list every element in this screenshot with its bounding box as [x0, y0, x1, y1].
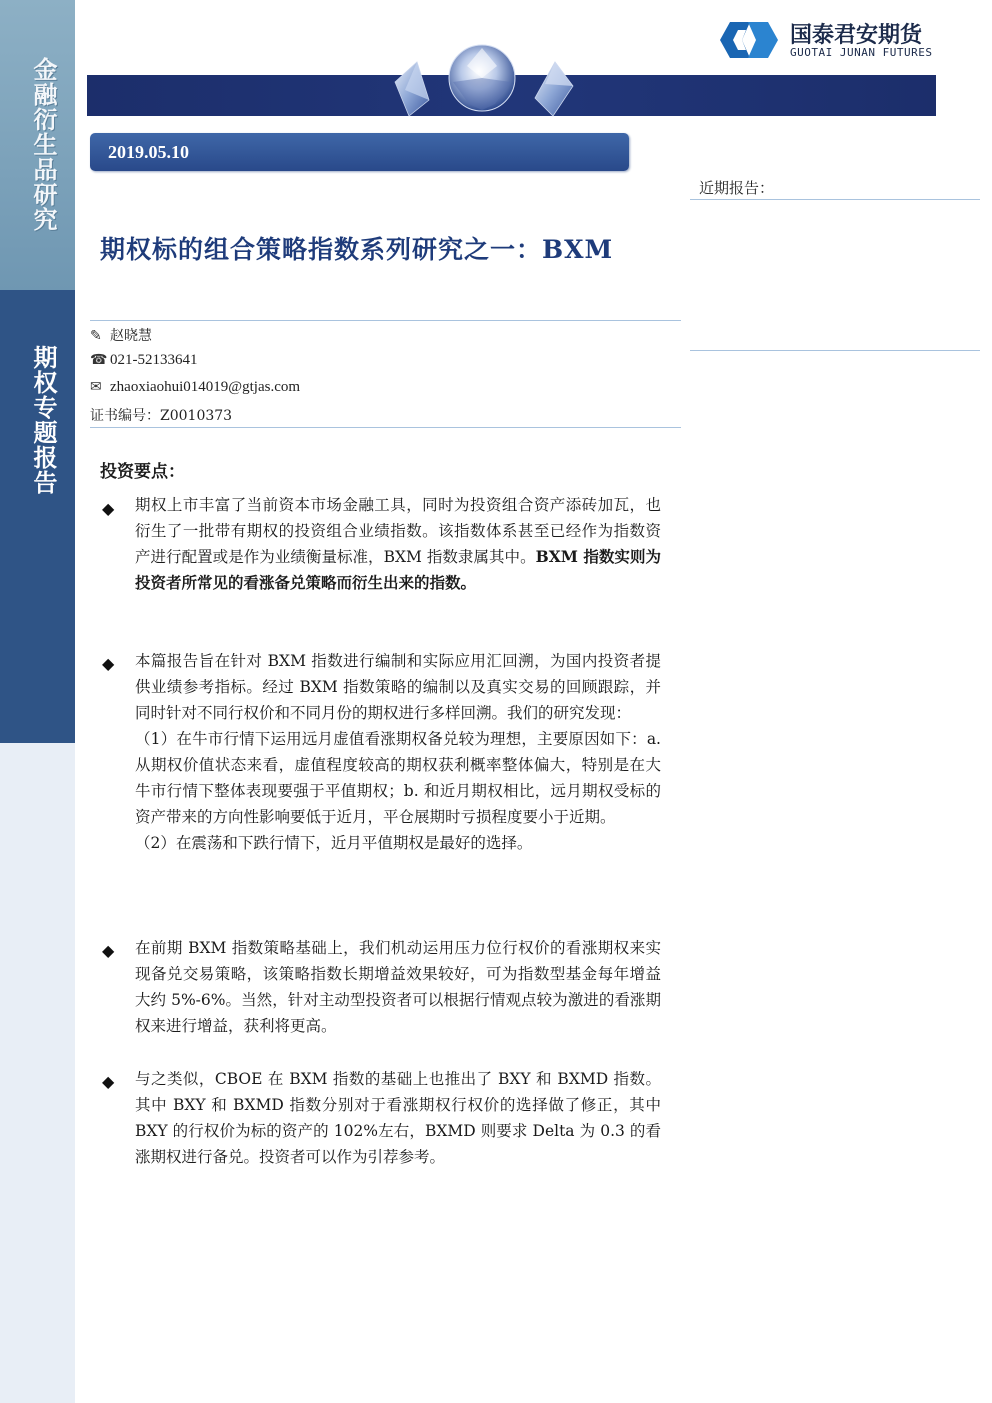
key-point-3-text: 在前期 BXM 指数策略基础上，我们机动运用压力位行权价的看涨期权来实现备兑交易策略，该策略指数长期增益效果较好，可为指数型基金每年增益大约 5%-6%。当然，针对主动型投资者可以根据行情观点较为激进的看涨期权来进行增益，获利将更高。 — [135, 939, 661, 1035]
key-point-2-finding-1: （1）在牛市行情下运用远月虚值看涨期权备兑较为理想，主要原因如下：a. 从期权价值状态来看，虚值程度较高的期权获利概率整体偏大，特别是在大牛市行情下整体表现要强于平值期权；b. 和近月期权相比，远月期权受标的资产带来的方向性影响要低于近月，平仓展期时亏损程度要小于近期。 — [135, 730, 661, 826]
report-title: 期权标的组合策略指数系列研究之一：BXM — [100, 235, 614, 264]
key-point-2-text: 本篇报告旨在针对 BXM 指数进行编制和实际应用汇回溯，为国内投资者提供业绩参考指标。经过 BXM 指数策略的编制以及真实交易的回顾跟踪，并同时针对不同行权价和不同月份的期权进行多样回溯。我们的研究发现： — [135, 652, 661, 722]
left-sidebar — [0, 0, 75, 1403]
key-point-1-bold: BXM 指数实则为投资者所常见的看涨备兑策略而衍生出来的指数。 — [135, 547, 661, 592]
key-point-1-text: 期权上市丰富了当前资本市场金融工具，同时为投资组合资产添砖加瓦，也衍生了一批带有期权的投资组合业绩指数。该指数体系甚至已经作为指数资产进行配置或是作为业绩衡量标准，BXM 指数隶属其中。 — [135, 496, 661, 566]
key-point-2-finding-2: （2）在震荡和下跌行情下，近月平值期权是最好的选择。 — [135, 834, 533, 852]
sidebar-category-label: 金融衍生品研究 — [29, 56, 57, 232]
bullet-icon: ◆ — [102, 1072, 115, 1091]
bullet-icon: ◆ — [102, 941, 115, 960]
key-point-3 — [135, 935, 661, 1039]
right-divider-bottom — [690, 350, 980, 351]
date-bar — [90, 133, 629, 171]
author-certificate-row — [90, 405, 232, 425]
author-name-row — [90, 325, 152, 345]
author-email[interactable]: zhaoxiaohui014019@gtjas.com — [110, 379, 301, 395]
right-divider-top — [690, 199, 980, 200]
bullet-icon: ◆ — [102, 499, 115, 518]
sidebar-bottom-panel — [0, 743, 75, 1403]
logo-mark-icon — [716, 20, 782, 60]
key-points-heading: 投资要点： — [100, 462, 185, 482]
sidebar-report-type-label: 期权专题报告 — [29, 345, 57, 495]
author-divider-bottom — [90, 427, 681, 428]
recent-reports-label: 近期报告： — [699, 179, 775, 197]
company-logo — [716, 18, 938, 62]
bullet-icon: ◆ — [102, 654, 115, 673]
author-certificate: 证书编号：Z0010373 — [90, 408, 233, 424]
author-phone: 021-52133641 — [110, 352, 198, 368]
author-name: 赵晓慧 — [110, 328, 152, 344]
author-divider-top — [90, 320, 681, 321]
pen-icon: ✎ — [90, 328, 102, 344]
author-email-row — [90, 379, 300, 396]
logo-name-cn: 国泰君安期货 — [790, 23, 923, 48]
logo-name-en: GUOTAI JUNAN FUTURES — [790, 46, 933, 59]
key-point-1 — [135, 492, 661, 596]
diamond-decoration-icon — [385, 40, 580, 120]
key-point-2 — [135, 648, 661, 856]
mail-icon: ✉ — [90, 379, 102, 395]
key-point-4-text: 与之类似，CBOE 在 BXM 指数的基础上也推出了 BXY 和 BXMD 指数。其中 BXY 和 BXMD 指数分别对于看涨期权行权价的选择做了修正，其中 BXY 的行权价为标的资产的 102%左右，BXMD 则要求 Delta 为 0.3 的看涨期权进行备兑。投资者可以作为引荐参考。 — [135, 1070, 661, 1166]
key-point-4 — [135, 1066, 661, 1170]
phone-icon: ☎ — [90, 352, 108, 368]
report-date: 2019.05.10 — [108, 142, 189, 162]
author-phone-row — [90, 352, 198, 369]
